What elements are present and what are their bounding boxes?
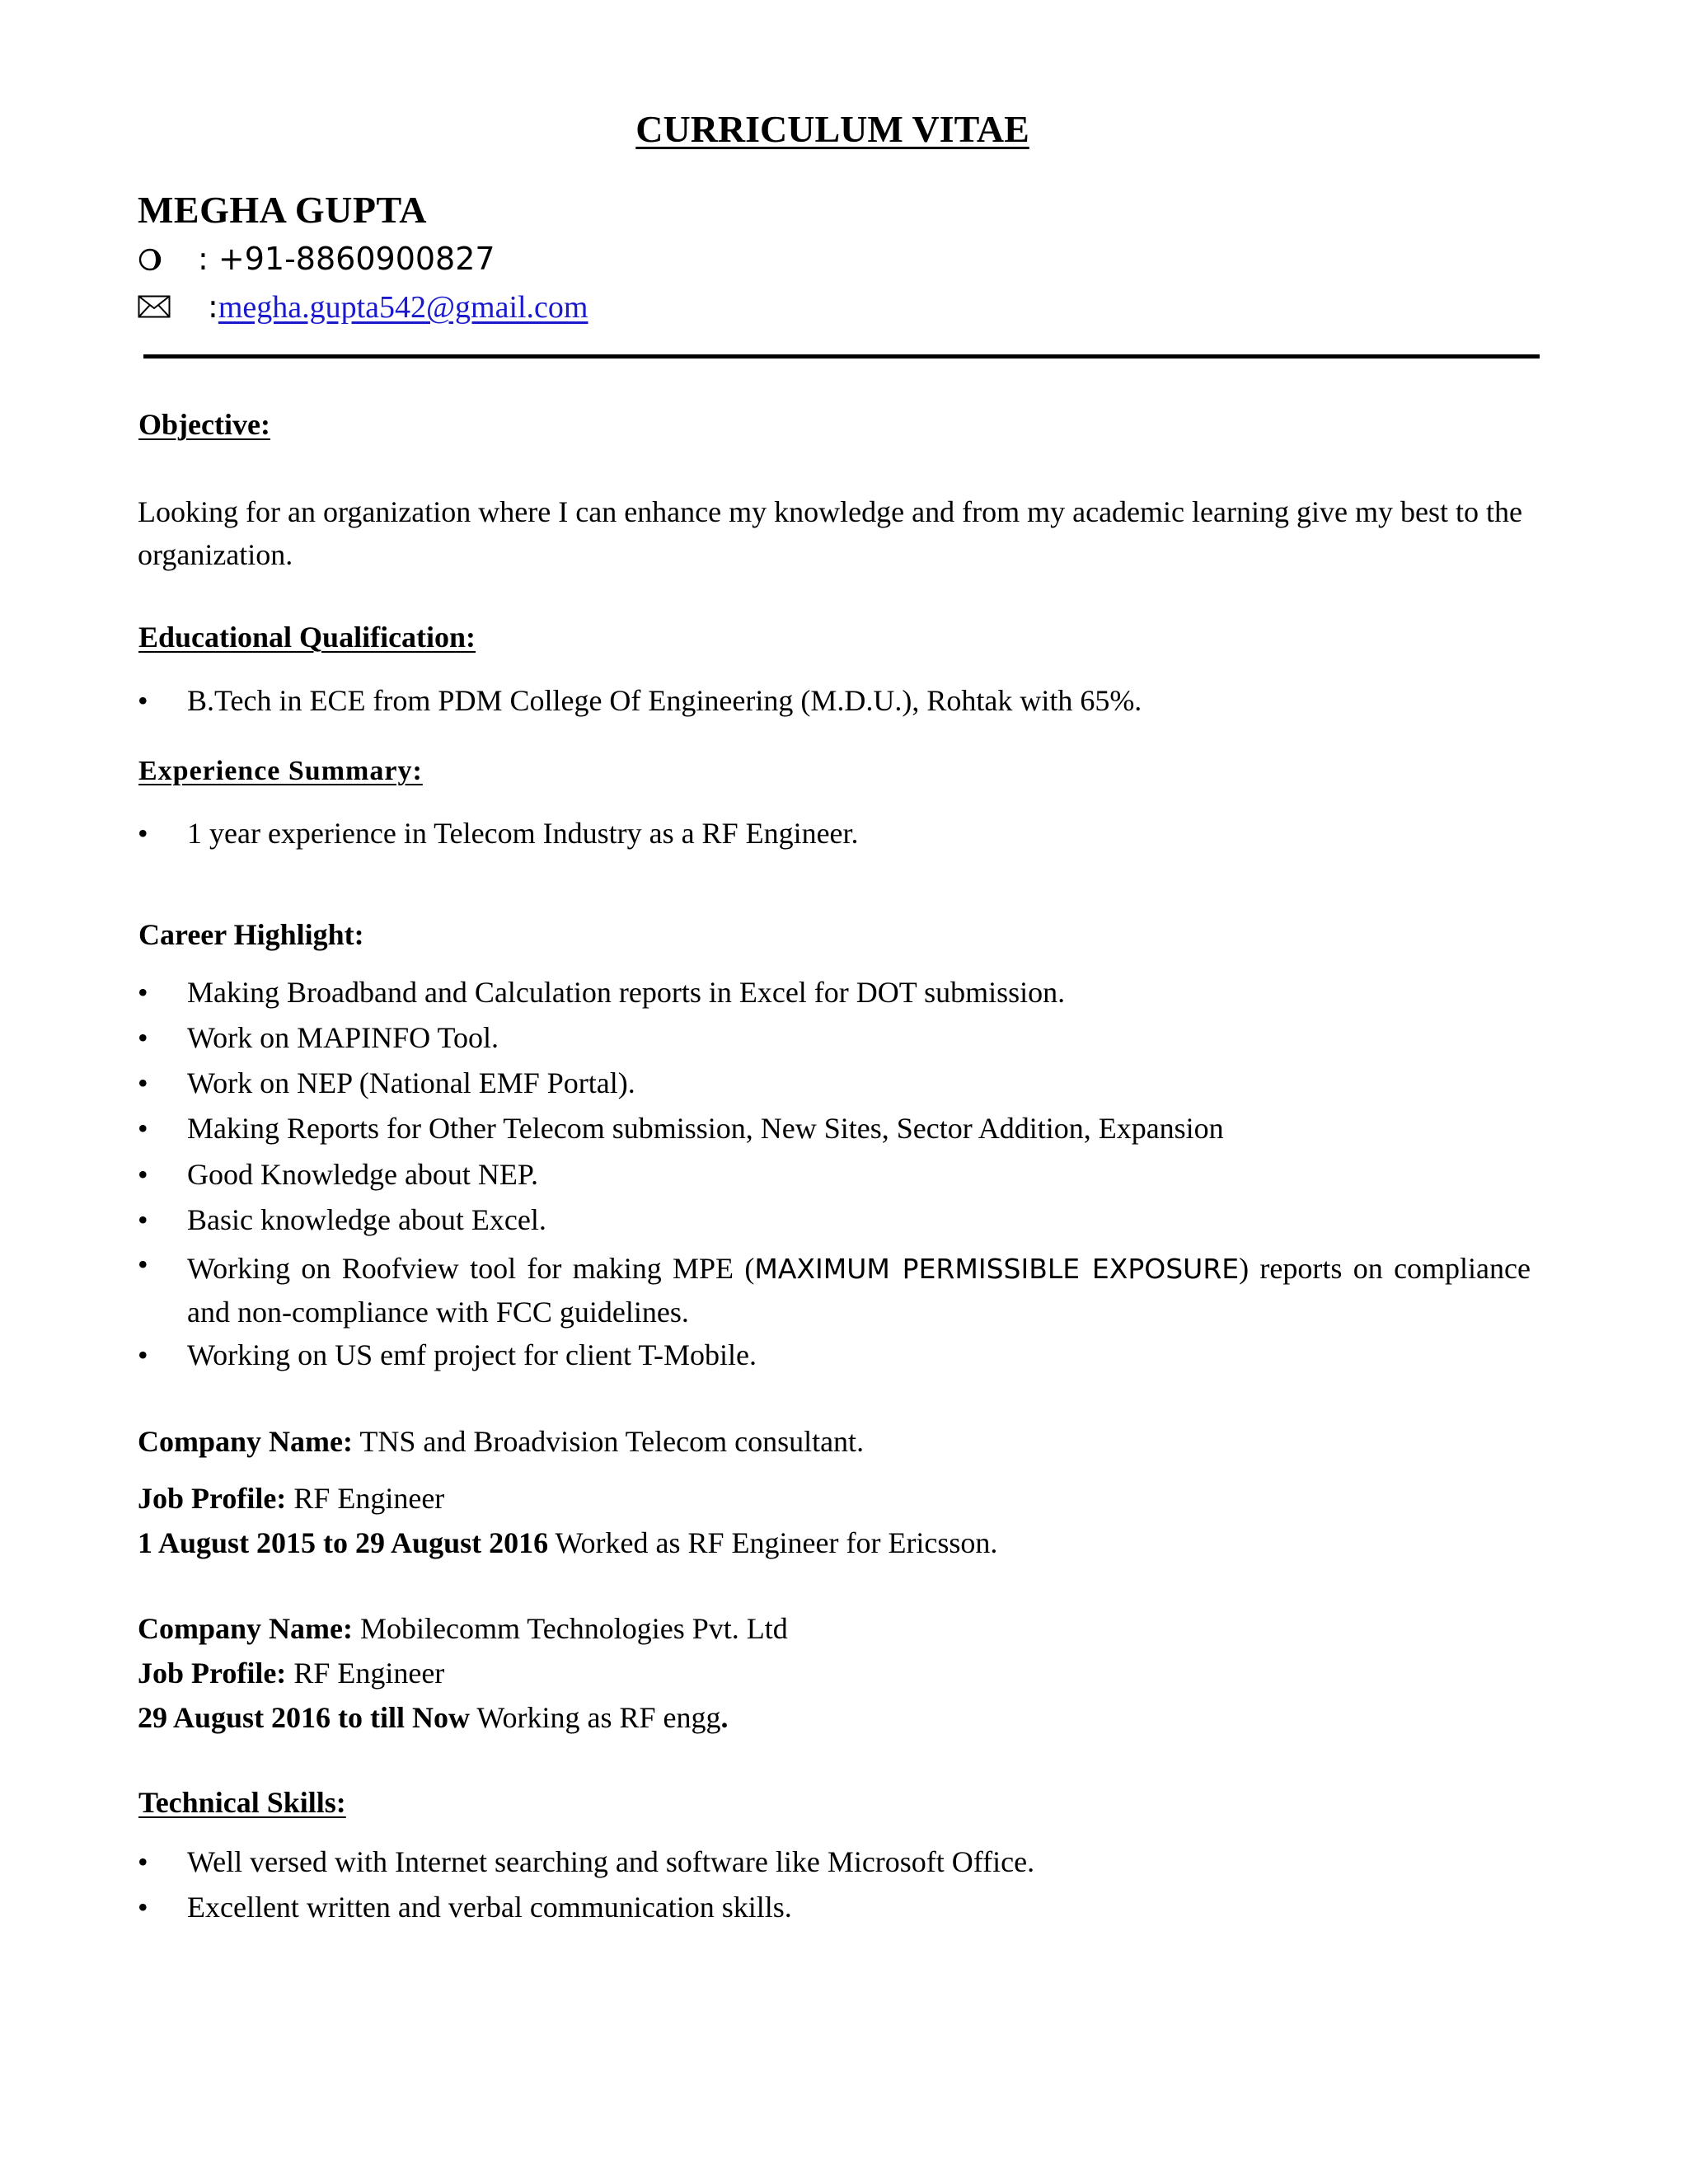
objective-heading: Objective: [138, 408, 270, 441]
bullet-icon: • [138, 1203, 148, 1236]
email-line [208, 288, 588, 326]
career-item: Work on NEP (National EMF Portal). [187, 1066, 635, 1099]
header-divider [143, 354, 1540, 359]
work-period-end: . [720, 1701, 729, 1734]
career-item: Basic knowledge about Excel. [187, 1203, 546, 1236]
company-name-label: Company Name: [138, 1612, 353, 1645]
bullet-icon: • [138, 1845, 148, 1878]
job-profile-label: Job Profile: [138, 1657, 287, 1690]
document-title: CURRICULUM VITAE [635, 108, 1029, 150]
phone-row [138, 244, 187, 280]
company-name: Mobilecomm Technologies Pvt. Ltd [359, 1612, 788, 1645]
company-1-profile-line [138, 1481, 444, 1516]
job-profile-label: Job Profile: [138, 1482, 287, 1515]
mpe-text-before: Working on Roofview tool for making MPE ( [187, 1252, 755, 1285]
skills-heading: Technical Skills: [138, 1786, 346, 1819]
career-item: Making Broadband and Calculation reports in Excel for DOT submission. [187, 976, 1066, 1009]
bullet-icon: • [138, 1066, 148, 1099]
mpe-text-after: ) reports on compliance and non-compliance with FCC guidelines. [187, 1252, 1531, 1329]
job-profile: RF Engineer [293, 1482, 445, 1515]
company-2-profile-line [138, 1656, 444, 1690]
skills-item: Well versed with Internet searching and software like Microsoft Office. [187, 1845, 1035, 1878]
career-item: Good Knowledge about NEP. [187, 1158, 538, 1191]
bullet-icon: • [138, 1248, 148, 1281]
skills-item: Excellent written and verbal communication skills. [187, 1891, 792, 1924]
bullet-icon: • [138, 1158, 148, 1191]
bullet-icon: • [138, 684, 148, 717]
job-profile: RF Engineer [293, 1657, 445, 1690]
mpe-caps: MAXIMUM PERMISSIBLE EXPOSURE [754, 1253, 1240, 1285]
company-1-period-line [138, 1526, 997, 1560]
bullet-icon: • [138, 1338, 148, 1371]
work-period-text: Worked as RF Engineer for Ericsson. [555, 1526, 998, 1559]
work-period-text: Working as RF engg [476, 1701, 721, 1734]
email-link[interactable]: megha.gupta542@gmail.com [218, 290, 588, 325]
phone-icon [138, 244, 187, 280]
email-row [138, 290, 187, 326]
bullet-icon: • [138, 1891, 148, 1924]
experience-summary-heading: Experience Summary: [138, 756, 423, 786]
bullet-icon: • [138, 1112, 148, 1145]
company-name-label: Company Name: [138, 1425, 353, 1458]
company-2-name-line [138, 1611, 788, 1646]
objective-text: Looking for an organization where I can enhance my knowledge and from my academic learning give my best to the organization. [138, 495, 1522, 571]
bullet-icon: • [138, 1021, 148, 1054]
career-item: Making Reports for Other Telecom submission, New Sites, Sector Addition, Expansion [187, 1112, 1224, 1145]
career-item-mpe [187, 1247, 1531, 1334]
email-colon: : [208, 288, 218, 325]
education-item: B.Tech in ECE from PDM College Of Engineering (M.D.U.), Rohtak with 65%. [187, 684, 1142, 717]
experience-item: 1 year experience in Telecom Industry as a RF Engineer. [187, 817, 859, 850]
career-item: Working on US emf project for client T-Mobile. [187, 1338, 757, 1371]
phone-number: +91-8860900827 [218, 241, 495, 277]
bullet-icon: • [138, 976, 148, 1009]
candidate-name: MEGHA GUPTA [138, 189, 427, 231]
company-1-name-line [138, 1424, 864, 1459]
company-2-period-line [138, 1700, 728, 1735]
phone-colon: : [198, 241, 209, 277]
envelope-icon [138, 290, 187, 326]
bullet-icon: • [138, 817, 148, 850]
phone-line [198, 241, 495, 277]
career-item: Work on MAPINFO Tool. [187, 1021, 499, 1054]
career-heading: Career Highlight: [138, 918, 364, 951]
work-period: 1 August 2015 to 29 August 2016 [138, 1526, 549, 1559]
education-heading: Educational Qualification: [138, 621, 476, 654]
work-period: 29 August 2016 to till Now [138, 1701, 471, 1734]
company-name: TNS and Broadvision Telecom consultant. [359, 1425, 865, 1458]
